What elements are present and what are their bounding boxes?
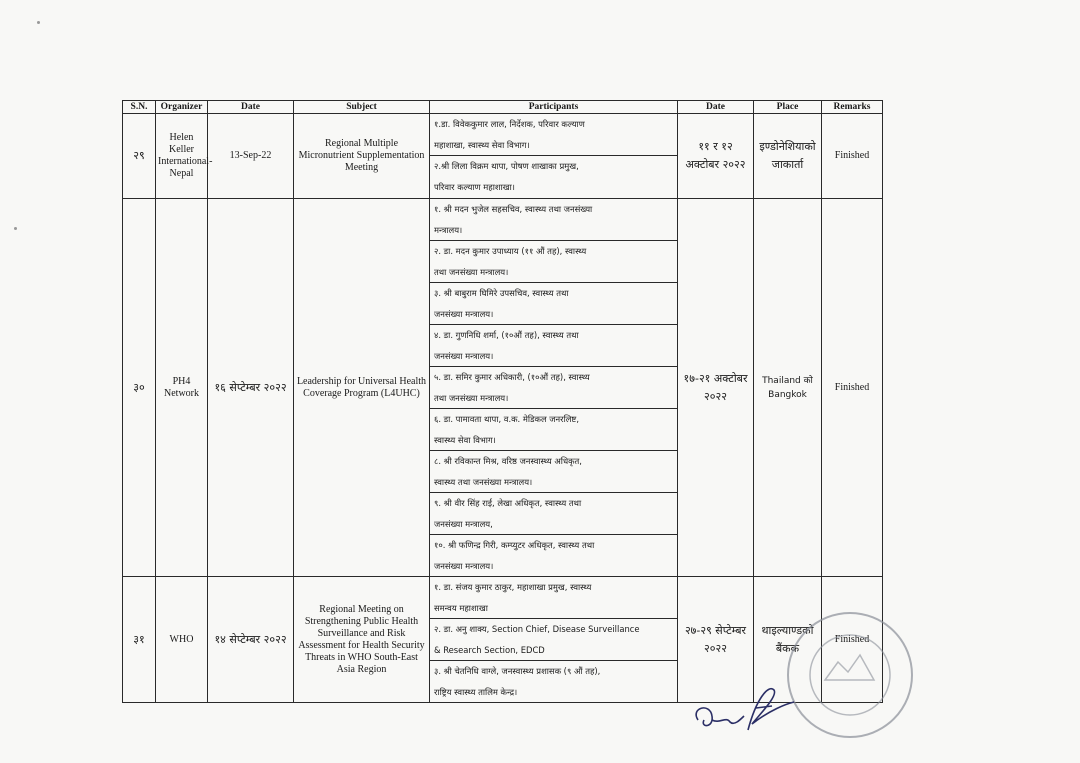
remarks-cell: Finished [822, 577, 883, 703]
participant-entry [430, 450, 677, 492]
participant-line: ३. श्री बाबुराम घिमिरे उपसचिव, स्वास्थ्य तथा [434, 288, 569, 298]
event-date-cell: २७-२९ सेप्टेम्बर २०२२ [678, 577, 754, 703]
participant-line: ९. श्री वीर सिंह राई, लेखा अधिकृत, स्वास्थ्य तथा [434, 498, 582, 508]
signature-mark [690, 680, 800, 740]
participant-line: १. डा. संजय कुमार ठाकुर, महाशाखा प्रमुख, स्वास्थ्य [434, 582, 592, 592]
participant-line: तथा जनसंख्या मन्त्रालय। [434, 266, 509, 277]
subject-cell: Leadership for Universal Health Coverage Program (L4UHC) [294, 199, 430, 577]
seal-outer-ring [788, 613, 912, 737]
participant-entry [430, 534, 677, 576]
column-header: Subject [294, 101, 430, 114]
participant-entry [430, 492, 677, 534]
table-header-row [123, 101, 883, 114]
place-cell: Thailand को Bangkok [754, 199, 822, 577]
seal-inner-ring [810, 635, 890, 715]
participant-line: ४. डा. गुणनिधि शर्मा, (१०औं तह), स्वास्थ्य तथा [434, 330, 579, 340]
participant-line: तथा जनसंख्या मन्त्रालय। [434, 392, 509, 403]
participants-cell [430, 199, 678, 577]
table-row [123, 114, 883, 199]
event-date-cell: १७-२१ अक्टोबर २०२२ [678, 199, 754, 577]
column-header: Place [754, 101, 822, 114]
date-cell: १४ सेप्टेम्बर २०२२ [208, 577, 294, 703]
signature-stroke [696, 708, 744, 726]
remarks-cell: Finished [822, 199, 883, 577]
event-date-cell: ११ र १२ अक्टोबर २०२२ [678, 114, 754, 199]
place-cell: इण्डोनेशियाको जाकार्ता [754, 114, 822, 199]
column-header: Date [208, 101, 294, 114]
meeting-participation-table [122, 100, 883, 703]
participant-line: जनसंख्या मन्त्रालय। [434, 350, 494, 361]
signature-stroke [748, 689, 794, 730]
column-header: Organizer [156, 101, 208, 114]
participant-entry [430, 324, 677, 366]
participant-entry [430, 240, 677, 282]
participant-entry [430, 366, 677, 408]
participant-line: १.डा. विवेककुमार लाल, निर्देशक, परिवार कल्याण [434, 119, 585, 129]
participants-cell [430, 577, 678, 703]
participant-line: राष्ट्रिय स्वास्थ्य तालिम केन्द्र। [434, 686, 518, 697]
participant-entry [430, 660, 677, 702]
participant-line: महाशाखा, स्वास्थ्य सेवा विभाग। [434, 139, 530, 150]
serial-number-cell: २९ [123, 114, 156, 199]
organizer-cell: WHO [156, 577, 208, 703]
participant-entry [430, 114, 677, 155]
scan-speck [37, 21, 40, 24]
participant-entry [430, 408, 677, 450]
scan-speck [14, 227, 17, 230]
column-header: Remarks [822, 101, 883, 114]
participant-line: स्वास्थ्य तथा जनसंख्या मन्त्रालय। [434, 476, 533, 487]
participant-line: स्वास्थ्य सेवा विभाग। [434, 434, 496, 445]
participant-line: परिवार कल्याण महाशाखा। [434, 181, 515, 192]
participant-line: २.श्री लिला विक्रम थापा, पोषण शाखाका प्रमुख, [434, 161, 579, 171]
participant-line: ३. श्री चेतनिधि वाग्ले, जनस्वास्थ्य प्रशासक (९ औं तह), [434, 666, 601, 676]
subject-cell: Regional Meeting on Strengthening Public Health Surveillance and Risk Assessment for Health Security Threats in WHO South-East Asia Region [294, 577, 430, 703]
participant-line: जनसंख्या मन्त्रालय। [434, 560, 494, 571]
participant-line: २. डा. अनु शाक्य, Section Chief, Disease Surveillance [434, 624, 640, 634]
organizer-cell: PH4 Network [156, 199, 208, 577]
participant-line: मन्त्रालय। [434, 224, 463, 235]
participant-entry [430, 282, 677, 324]
serial-number-cell: ३१ [123, 577, 156, 703]
date-cell: १६ सेप्टेम्बर २०२२ [208, 199, 294, 577]
column-header: S.N. [123, 101, 156, 114]
date-cell: 13-Sep-22 [208, 114, 294, 199]
participant-line: & Research Section, EDCD [434, 644, 545, 655]
seal-emblem [825, 655, 874, 680]
participant-line: १०. श्री फणिन्द्र गिरी, कम्प्युटर अधिकृत, स्वास्थ्य तथा [434, 540, 595, 550]
participant-entry [430, 155, 677, 197]
serial-number-cell: ३० [123, 199, 156, 577]
remarks-cell: Finished [822, 114, 883, 199]
participant-line: २. डा. मदन कुमार उपाध्याय (११ औं तह), स्वास्थ्य [434, 246, 587, 256]
participants-cell [430, 114, 678, 199]
organizer-cell: Helen Keller International-Nepal [156, 114, 208, 199]
place-cell: थाइल्याण्डको बैंकक [754, 577, 822, 703]
participant-line: ६. डा. पामावता थापा, व.क. मेडिकल जनरलिष्ट, [434, 414, 579, 424]
participant-line: १. श्री मदन भुजेल सहसचिव, स्वास्थ्य तथा जनसंख्या [434, 204, 593, 214]
table-row [123, 199, 883, 577]
participant-line: जनसंख्या मन्त्रालय। [434, 308, 494, 319]
participant-line: ८. श्री रविकान्त मिश्र, वरिष्ठ जनस्वास्थ्य अधिकृत, [434, 456, 582, 466]
participant-line: ५. डा. समिर कुमार अधिकारी, (१०औं तह), स्वास्थ्य [434, 372, 590, 382]
participant-line: समन्वय महाशाखा [434, 602, 488, 613]
participant-entry [430, 577, 677, 618]
column-header: Participants [430, 101, 678, 114]
participant-entry [430, 618, 677, 660]
participant-entry [430, 199, 677, 240]
column-header: Date [678, 101, 754, 114]
participant-line: जनसंख्या मन्त्रालय, [434, 518, 493, 529]
subject-cell: Regional Multiple Micronutrient Supplementation Meeting [294, 114, 430, 199]
